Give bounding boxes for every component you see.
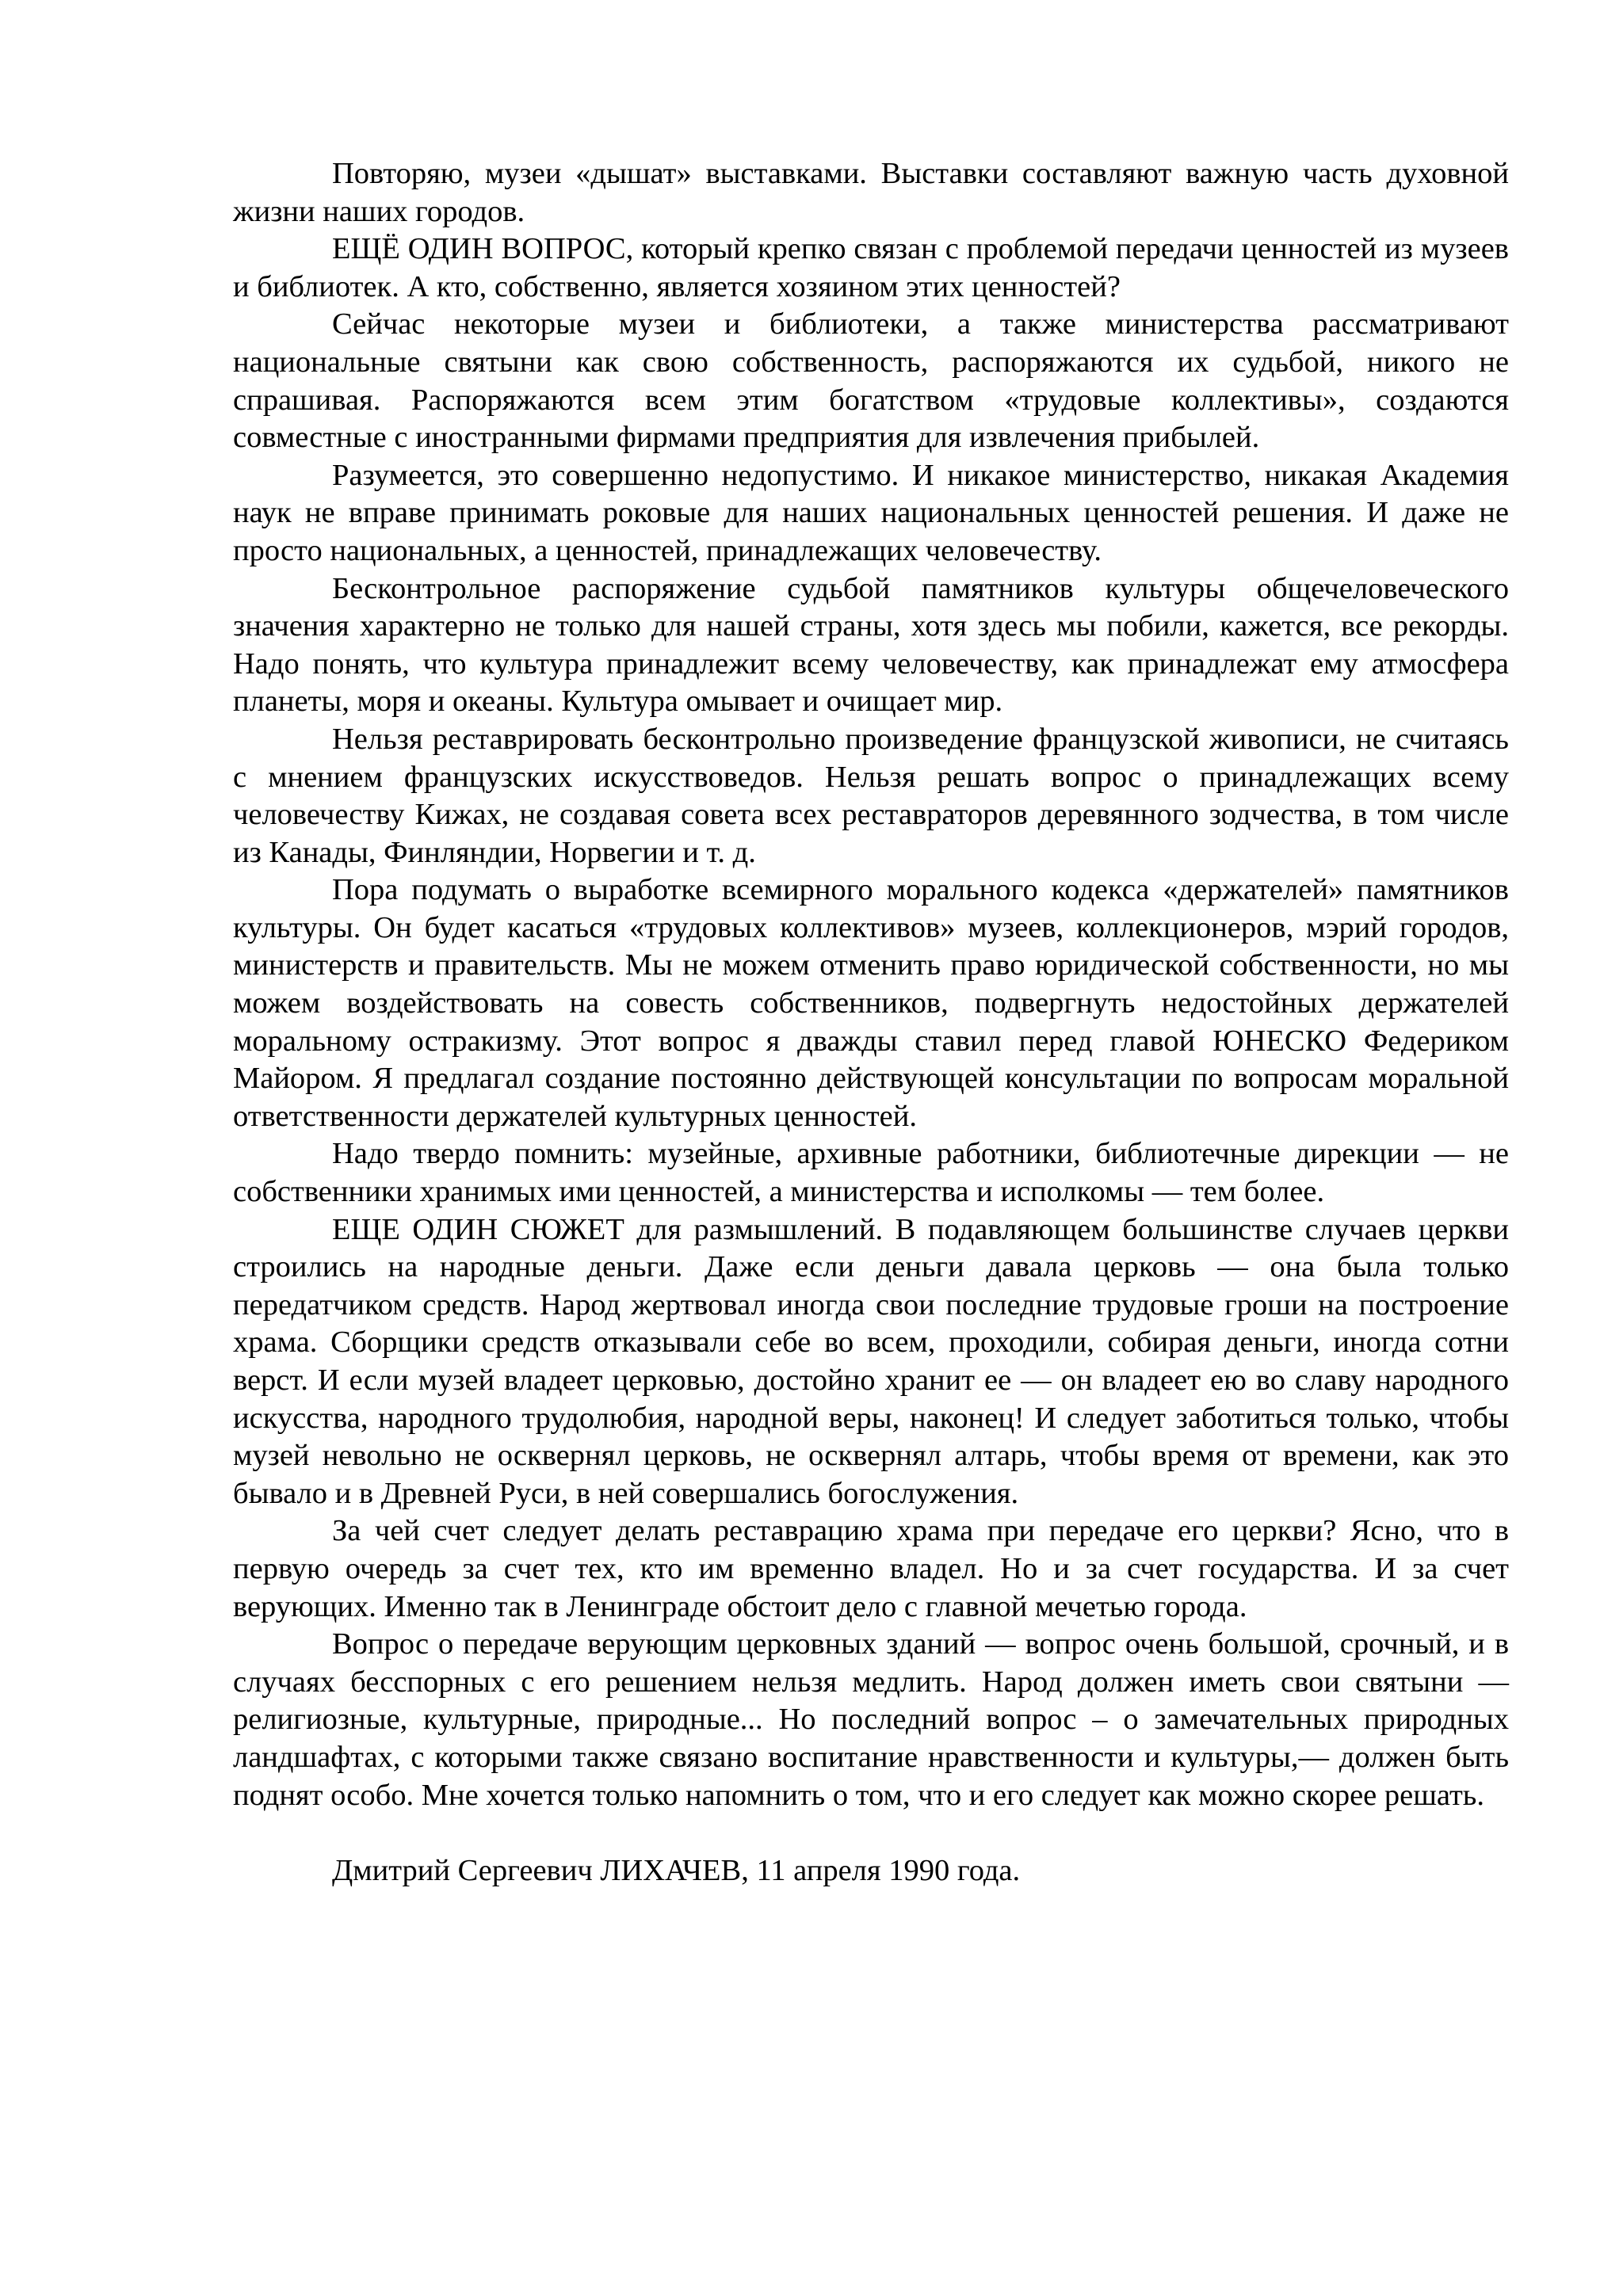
paragraph-4: Разумеется, это совершенно недопустимо. И никакое министерство, никакая Академия наук не вправе принимать роковые для наших национальных ценностей решения. И даже не просто национальных, а ценностей, принадлежащих человечеству. — [233, 458, 1509, 567]
document-body — [233, 155, 1509, 1890]
paragraph-7: Пора подумать о выработке всемирного морального кодекса «держателей» памятников культуры. Он будет касаться «трудовых коллективов» музеев, коллекционеров, мэрий городов, министерств и правительств. Мы не можем отменить право юридической собственности, но мы можем воздействовать на совесть собственников, подвергнуть недостойных держателей моральному остракизму. Этот вопрос я дважды ставил перед главой ЮНЕСКО Федериком Майором. Я предлагал создание постоянно действующей консультации по вопросам моральной ответственности держателей культурных ценностей. — [233, 873, 1509, 1133]
paragraph-2: ЕЩЁ ОДИН ВОПРОС, который крепко связан с проблемой передачи ценностей из музеев и библиотек. А кто, собственно, является хозяином этих ценностей? — [233, 232, 1509, 303]
paragraph-3: Сейчас некоторые музеи и библиотеки, а также министерства рассматривают национальные святыни как свою собственность, распоряжаются их судьбой, никого не спрашивая. Распоряжаются всем этим богатством «трудовые коллективы», создаются совместные с иностранными фирмами предприятия для извлечения прибылей. — [233, 307, 1509, 455]
signature: Дмитрий Сергеевич ЛИХАЧЕВ, 11 апреля 1990 года. — [332, 1853, 1021, 1887]
paragraph-11: Вопрос о передаче верующим церковных зданий — вопрос очень большой, срочный, и в случаях бесспорных с его решением нельзя медлить. Народ должен иметь свои святыни — религиозные, культурные, природные... Но последний вопрос – о замечательных природных ландшафтах, с которыми также связано воспитание нравственности и культуры,— должен быть поднят особо. Мне хочется только напомнить о том, что и его следует как можно скорее решать. — [233, 1627, 1509, 1812]
paragraph-6: Нельзя реставрировать бесконтрольно произведение французской живописи, не считаясь с мнением французских искусствоведов. Нельзя решать вопрос о принадлежащих всему человечеству Кижах, не создавая совета всех реставраторов деревянного зодчества, в том числе из Канады, Финляндии, Норвегии и т. д. — [233, 722, 1509, 869]
paragraph-10: За чей счет следует делать реставрацию храма при передаче его церкви? Ясно, что в первую очередь за счет тех, кто им временно владел. Но и за счет государства. И за счет верующих. Именно так в Ленинграде обстоит дело с главной мечетью города. — [233, 1514, 1509, 1623]
paragraph-1: Повторяю, музеи «дышат» выставками. Выставки составляют важную часть духовной жизни наших городов. — [233, 157, 1509, 228]
paragraph-8: Надо твердо помнить: музейные, архивные работники, библиотечные дирекции — не собственники хранимых ими ценностей, а министерства и исполкомы — тем более. — [233, 1137, 1509, 1209]
paragraph-5: Бесконтрольное распоряжение судьбой памятников культуры общечеловеческого значения характерно не только для нашей страны, хотя здесь мы побили, кажется, все рекорды. Надо понять, что культура принадлежит всему человечеству, как принадлежат ему атмосфера планеты, моря и океаны. Культура омывает и очищает мир. — [233, 571, 1509, 719]
paragraph-9: ЕЩЕ ОДИН СЮЖЕТ для размышлений. В подавляющем большинстве случаев церкви строились на народные деньги. Даже если деньги давала церковь — она была только передатчиком средств. Народ жертвовал иногда свои последние трудовые гроши на построение храма. Сборщики средств отказывали себе во всем, проходили, собирая деньги, иногда сотни верст. И если музей владеет церковью, достойно хранит ее — он владеет ею во славу народного искусства, народного трудолюбия, народной веры, наконец! И следует заботиться только, чтобы музей невольно не осквернял церковь, не осквернял алтарь, чтобы время от времени, как это бывало и в Древней Руси, в ней совершались богослужения. — [233, 1212, 1509, 1510]
